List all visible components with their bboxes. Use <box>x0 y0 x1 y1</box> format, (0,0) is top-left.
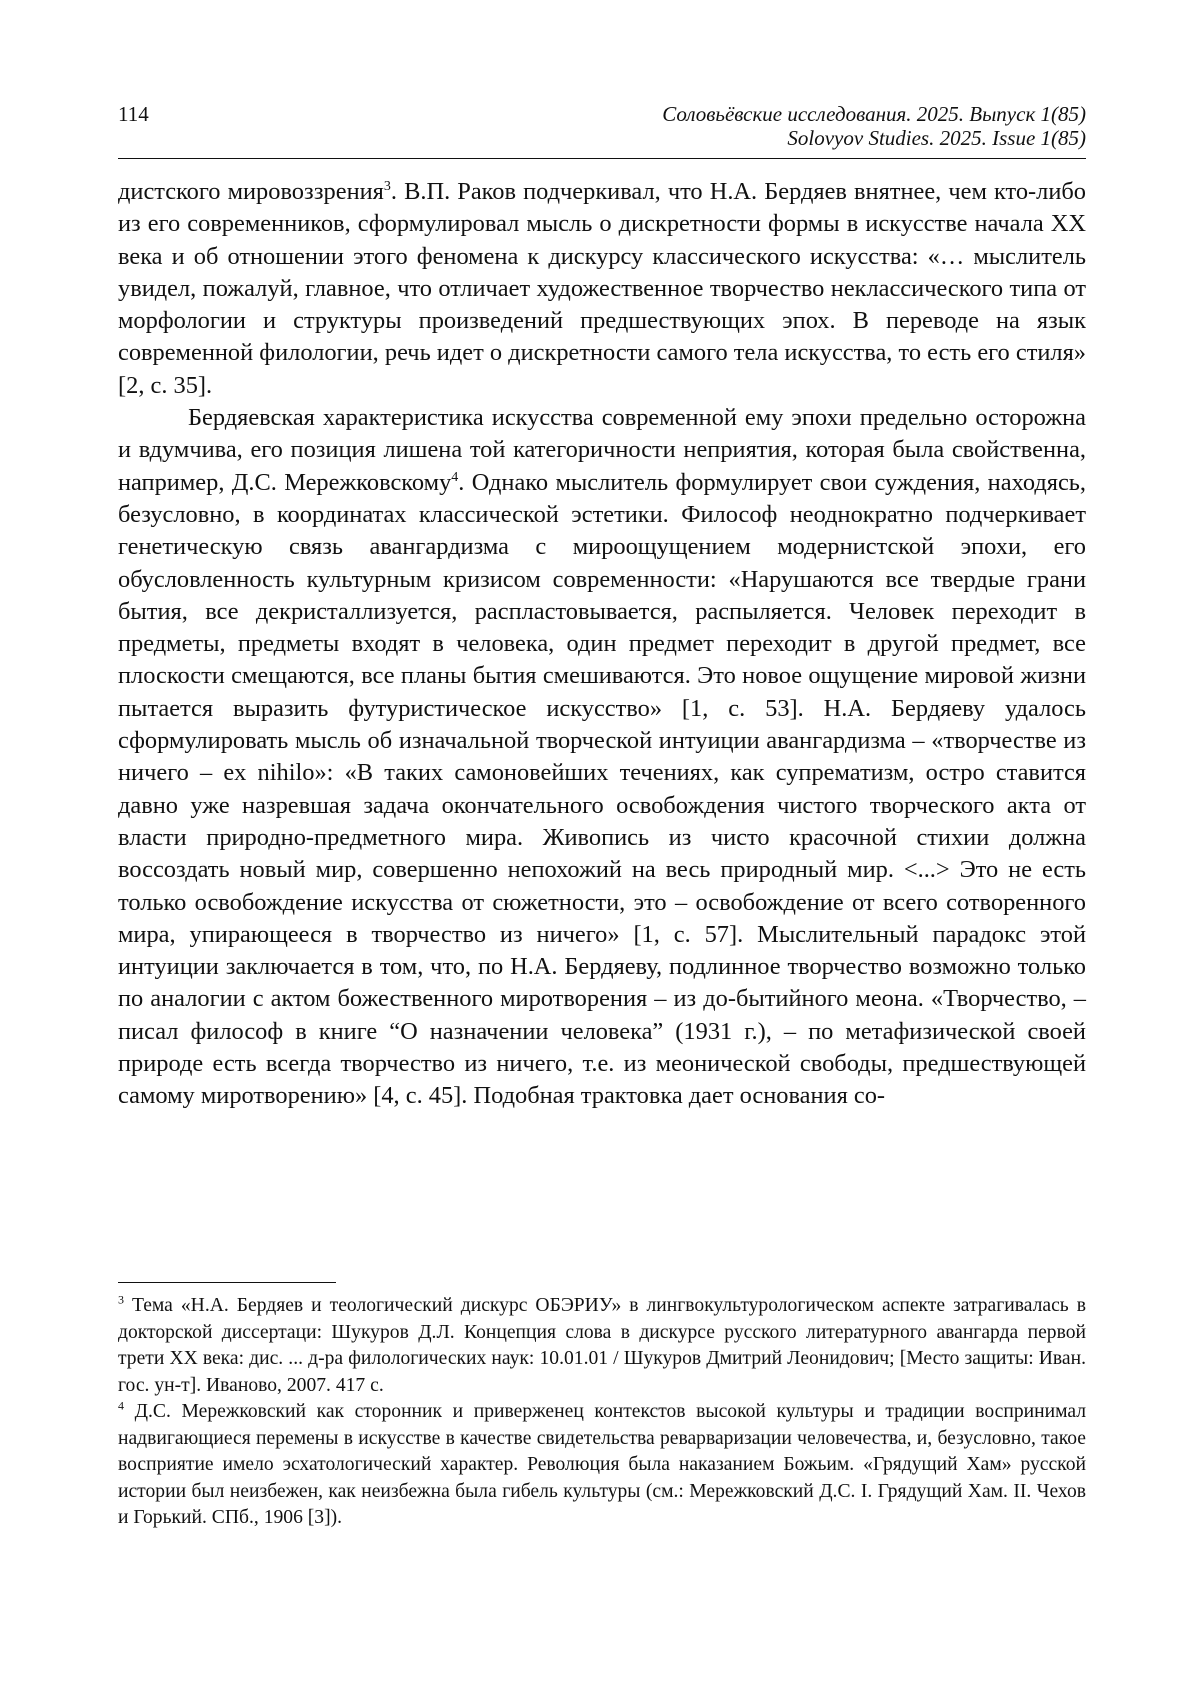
footnote-4 <box>118 1399 1086 1532</box>
footnote-text: Д.С. Мережковский как сторонник и приверженец контекстов высокой культуры и традиции воспринимал надвигающиеся перемены в искусстве в качестве свидетельства реварваризации человечества, и, безусловно, такое восприятие имело эсхатологический характер. Революция была наказанием Божьим. «Грядущий Хам» русской истории был неизбежен, как неизбежна была гибель культуры (см.: Мережковский Д.С. I. Грядущий Хам. II. Чехов и Горький. СПб., 1906 [3]). <box>118 1401 1087 1528</box>
footnotes <box>118 1293 1086 1532</box>
main-text <box>118 176 1086 1113</box>
footnote-number: 4 <box>118 1398 124 1413</box>
paragraph-1 <box>118 176 1086 402</box>
footnote-text: Тема «Н.А. Бердяев и теологический дискурс ОБЭРИУ» в лингвокультурологическом аспекте затрагивалась в докторской диссертаци: Шукуров Д.Л. Концепция слова в дискурсе русского литературного авангарда первой трети XX века: дис. ... д-ра филологических наук: 10.01.01 / Шукуров Дмитрий Леонидович; [Место защиты: Иван. гос. ун-т]. Иваново, 2007. 417 с. <box>118 1295 1086 1396</box>
journal-title-en: Solovyov Studies. 2025. Issue 1(85) <box>787 126 1086 150</box>
header-rule <box>118 158 1086 159</box>
journal-title <box>662 102 1086 150</box>
paragraph-2 <box>118 402 1086 1113</box>
footnote-rule <box>118 1282 336 1283</box>
footnote-ref-3[interactable]: 3 <box>383 178 391 194</box>
paragraph-2-end: . Однако мыслитель формулирует свои суждения, находясь, безусловно, в координатах классической эстетики. Философ неоднократно подчеркивает генетическую связь авангардизма с мироощущением модернистской эпохи, его обусловленность культурным кризисом современности: «Нарушаются все твердые грани бытия, все декристаллизуется, распластовывается, распыляется. Человек переходит в предметы, предметы входят в человека, один предмет переходит в другой предмет, все плоскости смещаются, все планы бытия смешиваются. Это новое ощущение мировой жизни пытается выразить футуристическое искусство» [1, с. 53]. Н.А. Бердяеву удалось сформулировать мысль об изначальной творческой интуиции авангардизма – «творчестве из ничего – ex nihilo»: «В таких самоновейших течениях, как супрематизм, остро ставится давно уже назревшая задача окончательного освобождения чистого творческого акта от власти природно-предметного мира. Живопись из чисто красочной стихии должна воссоздать новый мир, совершенно непохожий на весь природный мир. <...> Это не есть только освобождение искусства от сюжетности, это – освобождение от всего сотворенного мира, упирающееся в творчество из ничего» [1, с. 57]. Мыслительный парадокс этой интуиции заключается в том, что, по Н.А. Бердяеву, подлинное творчество возможно только по аналогии с актом божественного миротворения – из до-бытийного меона. «Творчество, – писал философ в книге “О назначении человека” (1931 г.), – по метафизической своей природе есть всегда творчество из ничего, т.е. из меонической свободы, предшествующей самому миротворению» [4, с. 45]. Подобная трактовка дает основания со- <box>118 468 1086 1110</box>
paragraph-1-end: . В.П. Раков подчеркивал, что Н.А. Бердяев внятнее, чем кто-либо из его современников, сформулировал мысль о дискретности формы в искусстве начала XX века и об отношении этого феномена к дискурсу классического искусства: «… мыслитель увидел, пожалуй, главное, что отличает художественное творчество неклассического типа от морфологии и структуры произведений предшествующих эпох. В переводе на язык современной филологии, речь идет о дискретности самого тела искусства, то есть его стиля» [2, с. 35]. <box>118 178 1086 399</box>
running-header <box>118 100 1086 158</box>
footnote-number: 3 <box>118 1292 124 1307</box>
paragraph-2-start: Бердяевская характеристика искусства современной ему эпохи предельно осторожна и вдумчива, его позиция лишена той категоричности неприятия, которая была свойственна, например, Д.С. Мережковскому <box>118 404 1086 496</box>
page-number: 114 <box>118 102 149 126</box>
journal-title-ru: Соловьёвские исследования. 2025. Выпуск 1(85) <box>662 102 1086 126</box>
paragraph-1-start: дистского мировоззрения <box>118 178 384 205</box>
footnote-ref-4[interactable]: 4 <box>451 469 459 485</box>
footnote-3 <box>118 1293 1086 1399</box>
